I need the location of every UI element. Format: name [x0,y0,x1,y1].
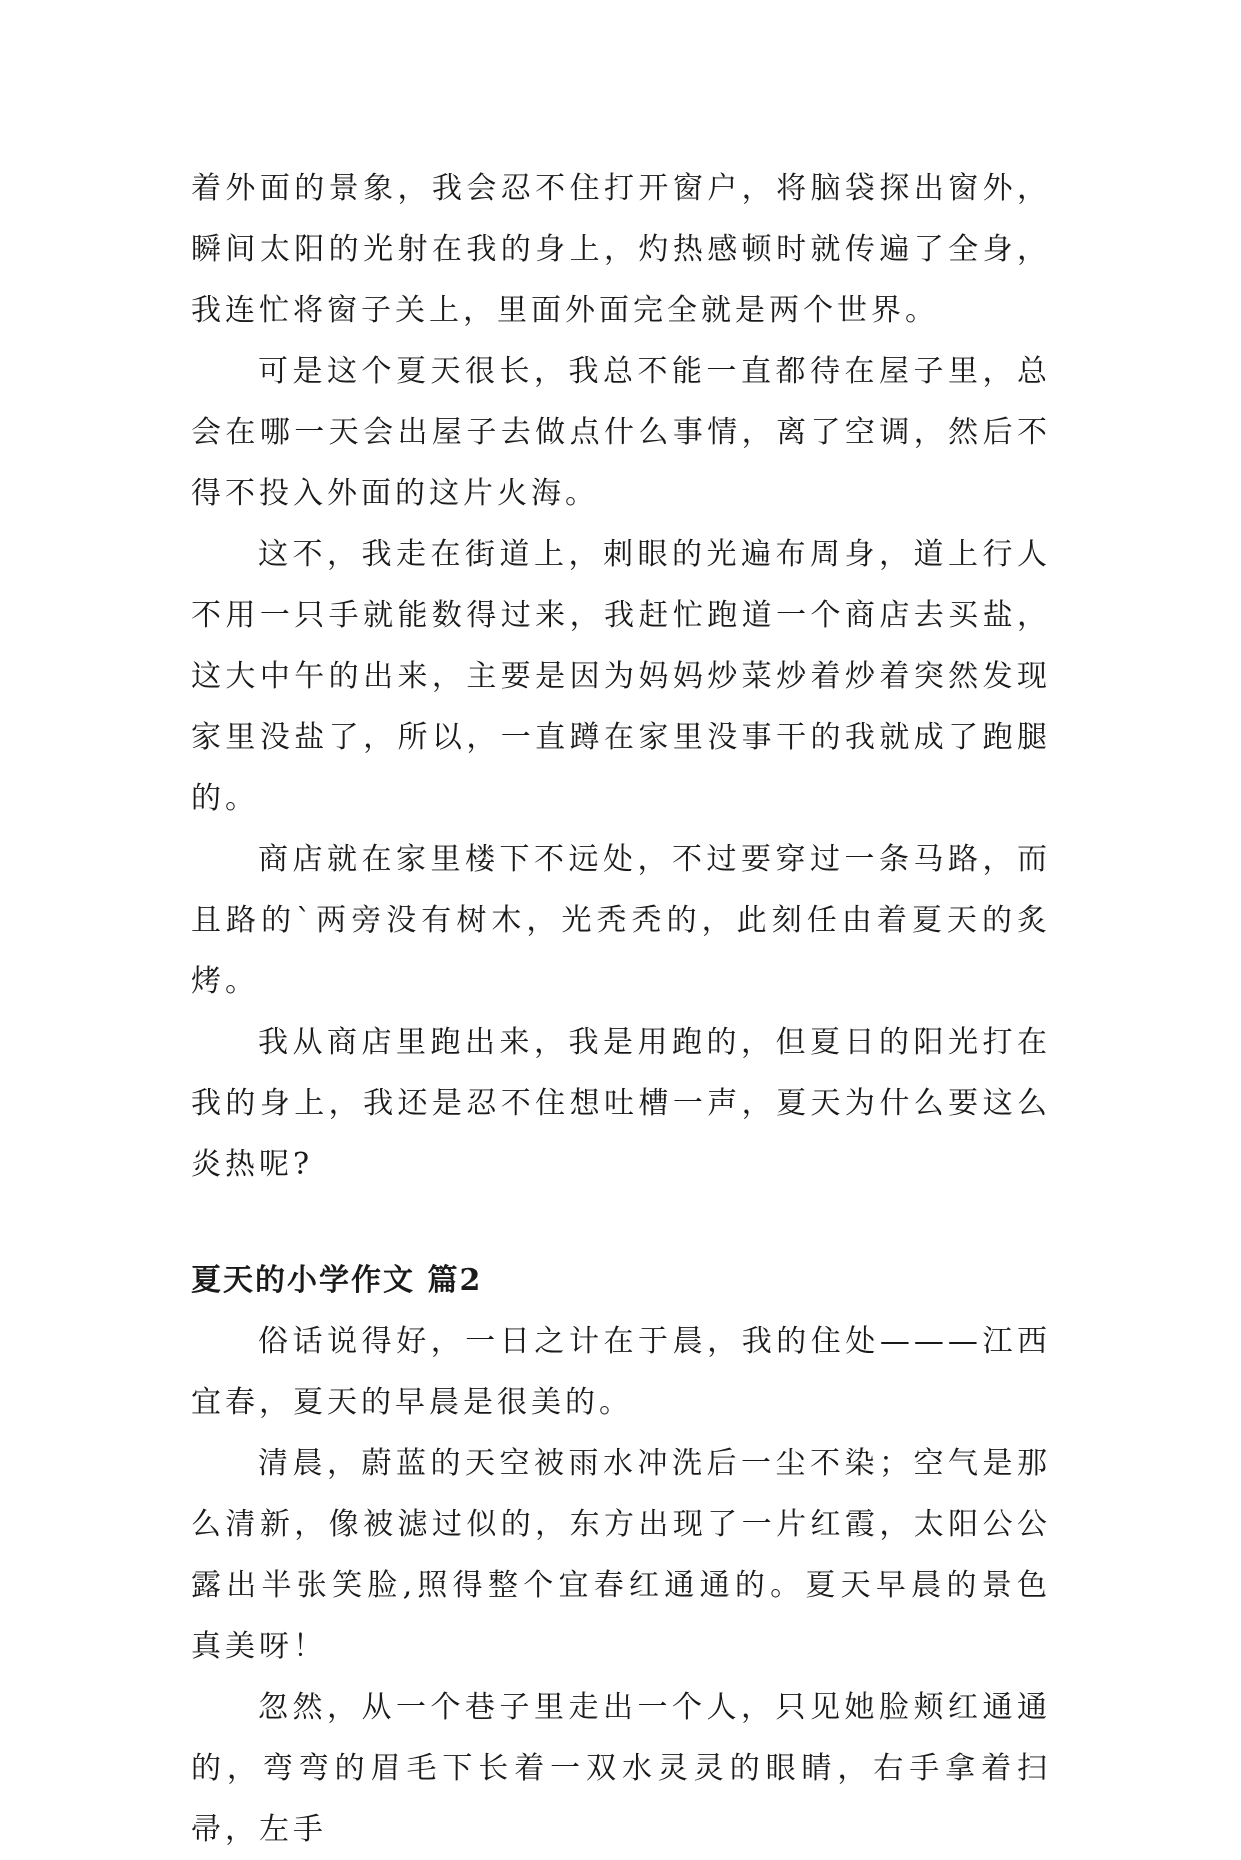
section-title: 夏天的小学作文 篇2 [191,1263,483,1298]
paragraph: 忽然，从一个巷子里走出一个人，只见她脸颊红通通的，弯弯的眉毛下长着一双水灵灵的眼睛，右手拿着扫帚，左手 [191,1690,1051,1847]
paragraph: 我从商店里跑出来，我是用跑的，但夏日的阳光打在我的身上，我还是忍不住想吐槽一声，夏天为什么要这么炎热呢? [191,1025,1051,1182]
paragraph: 这不，我走在街道上，刺眼的光遍布周身，道上行人不用一只手就能数得过来，我赶忙跑道一个商店去买盐，这大中午的出来，主要是因为妈妈炒菜炒着炒着突然发现家里没盐了，所以，一直蹲在家里没事干的我就成了跑腿的。 [191,537,1051,816]
paragraph: 清晨，蔚蓝的天空被雨水冲洗后一尘不染；空气是那么清新，像被滤过似的，东方出现了一片红霞，太阳公公露出半张笑脸,照得整个宜春红通通的。夏天早晨的景色真美呀！ [191,1446,1051,1664]
paragraph: 着外面的景象，我会忍不住打开窗户，将脑袋探出窗外，瞬间太阳的光射在我的身上，灼热感顿时就传遍了全身，我连忙将窗子关上，里面外面完全就是两个世界。 [191,171,1051,328]
paragraph: 俗话说得好，一日之计在于晨，我的住处———江西宜春，夏天的早晨是很美的。 [191,1324,1051,1420]
document-body [191,158,1051,1860]
paragraph: 商店就在家里楼下不远处，不过要穿过一条马路，而且路的`两旁没有树木，光秃秃的，此刻任由着夏天的炙烤。 [191,842,1051,999]
paragraph: 可是这个夏天很长，我总不能一直都待在屋子里，总会在哪一天会出屋子去做点什么事情，离了空调，然后不得不投入外面的这片火海。 [191,354,1051,511]
